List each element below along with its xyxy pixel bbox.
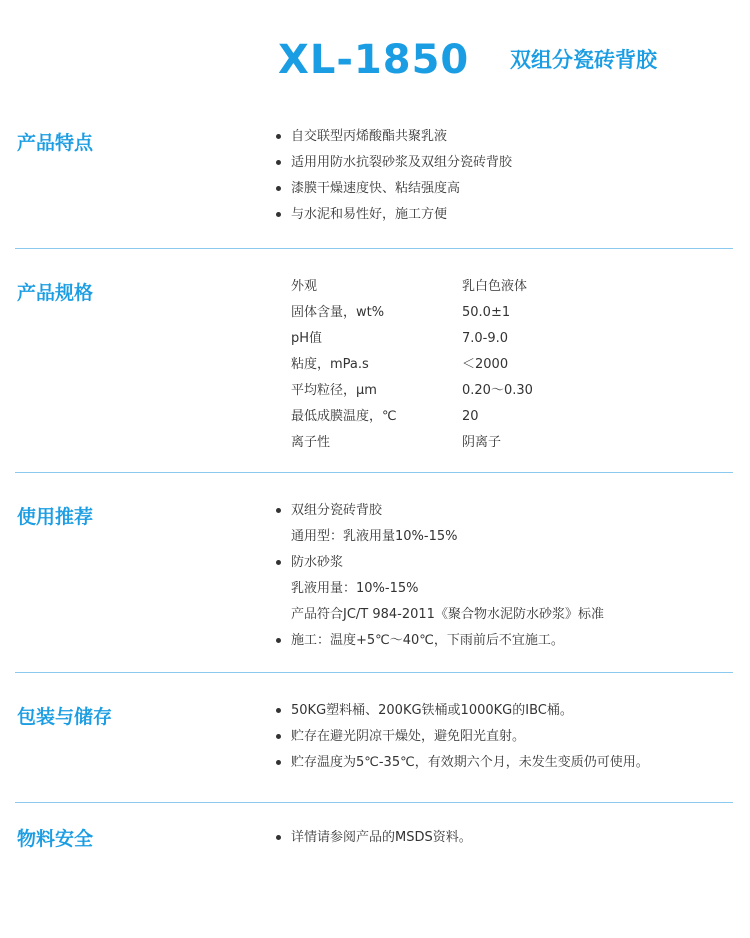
product-code: XL-1850 — [278, 37, 470, 83]
spec-name: 外观 — [291, 279, 318, 294]
bullet-icon — [276, 160, 281, 165]
usage-line: 施工：温度+5℃～40℃，下雨前后不宜施工。 — [291, 633, 564, 648]
spec-value: 50.0±1 — [462, 305, 511, 320]
section-title: 使用推荐 — [17, 506, 94, 528]
product-name: 双组分瓷砖背胶 — [510, 48, 657, 72]
section-title: 物料安全 — [17, 828, 94, 850]
usage-line: 双组分瓷砖背胶 — [291, 503, 383, 518]
spec-value: ＜2000 — [462, 357, 509, 372]
spec-name: 固体含量，wt% — [291, 305, 385, 320]
spec-name: 粘度，mPa.s — [291, 357, 369, 372]
usage-line: 通用型：乳液用量10%-15% — [291, 529, 458, 544]
bullet-icon — [276, 708, 281, 713]
section-title: 产品特点 — [17, 132, 94, 154]
page-header — [0, 38, 750, 88]
bullet-icon — [276, 186, 281, 191]
spec-name: pH值 — [291, 331, 323, 346]
usage-line: 乳液用量：10%-15% — [291, 581, 419, 596]
usage-line: 防水砂浆 — [291, 555, 344, 570]
spec-value: 0.20～0.30 — [462, 383, 533, 398]
section-divider — [15, 472, 733, 473]
spec-name: 离子性 — [291, 435, 331, 450]
feature-item: 与水泥和易性好，施工方便 — [291, 207, 448, 222]
spec-value: 20 — [462, 409, 479, 424]
spec-value: 阴离子 — [462, 435, 502, 450]
feature-item: 自交联型丙烯酸酯共聚乳液 — [291, 129, 448, 144]
bullet-icon — [276, 734, 281, 739]
spec-name: 平均粒径，μm — [291, 383, 377, 398]
bullet-icon — [276, 212, 281, 217]
bullet-icon — [276, 134, 281, 139]
storage-item: 50KG塑料桶、200KG铁桶或1000KG的IBC桶。 — [291, 703, 573, 718]
storage-item: 贮存在避光阴凉干燥处，避免阳光直射。 — [291, 729, 526, 744]
storage-item: 贮存温度为5℃-35℃，有效期六个月，未发生变质仍可使用。 — [291, 755, 649, 770]
section-divider — [15, 672, 733, 673]
bullet-icon — [276, 835, 281, 840]
section-divider — [15, 248, 733, 249]
safety-item: 详情请参阅产品的MSDS资料。 — [291, 830, 472, 845]
spec-name: 最低成膜温度，℃ — [291, 409, 397, 424]
spec-value: 7.0-9.0 — [462, 331, 509, 346]
feature-item: 漆膜干燥速度快、粘结强度高 — [291, 181, 461, 196]
section-title: 包装与储存 — [17, 706, 113, 728]
bullet-icon — [276, 560, 281, 565]
usage-line: 产品符合JC/T 984-2011《聚合物水泥防水砂浆》标准 — [291, 607, 604, 622]
section-title: 产品规格 — [17, 282, 94, 304]
bullet-icon — [276, 638, 281, 643]
bullet-icon — [276, 508, 281, 513]
spec-value: 乳白色液体 — [462, 279, 528, 294]
feature-item: 适用用防水抗裂砂浆及双组分瓷砖背胶 — [291, 155, 513, 170]
bullet-icon — [276, 760, 281, 765]
section-divider — [15, 802, 733, 803]
